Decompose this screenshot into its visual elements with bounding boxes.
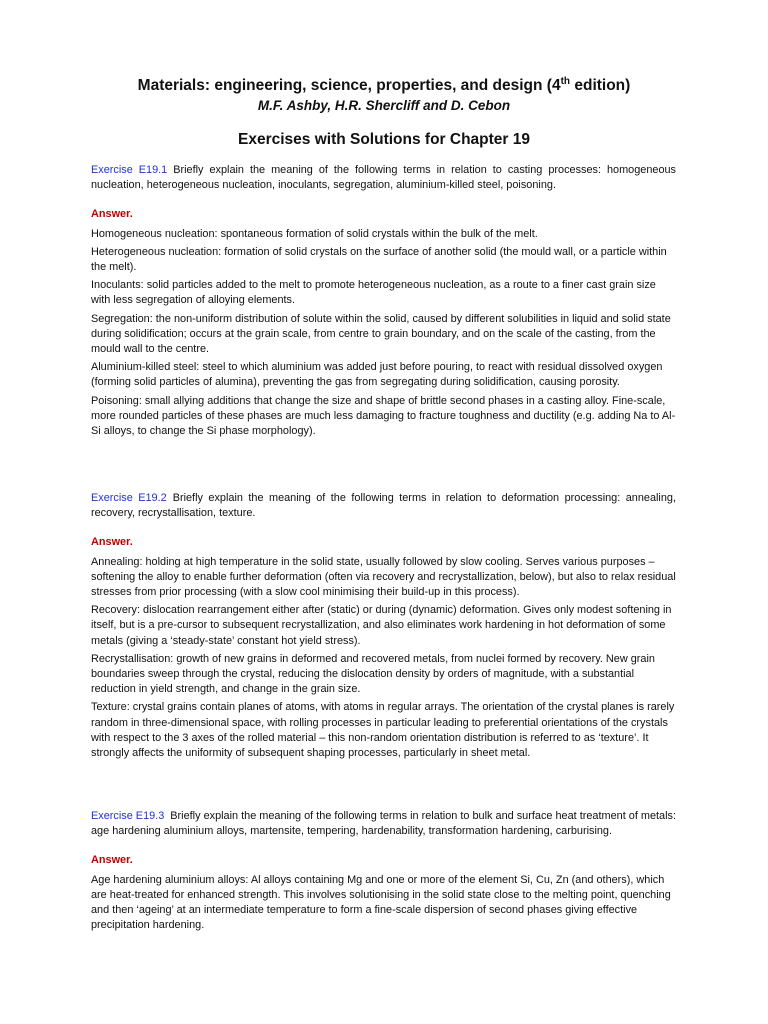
- exercise-label: Exercise E19.3: [91, 810, 165, 822]
- title-main: Materials: engineering, science, properties, and design (4: [137, 77, 561, 94]
- exercise-question: [91, 163, 676, 193]
- question-text: Briefly explain the meaning of the following terms in relation to deformation processing: annealing, recovery, recrystallisation, texture.: [91, 492, 676, 520]
- answer-item: Inoculants: solid particles added to the melt to promote heterogeneous nucleation, as a route to a finer cast grain size with less segregation of alloying elements.: [91, 279, 656, 307]
- answer-item: Poisoning: small allying additions that change the size and shape of brittle second phases in a casting alloy. Fine-scale, more rounded particles of these phases are much less damaging to fracture toughness and ductility (e.g. adding Na to Al-Si alloys, to change the Si phase morphology).: [91, 394, 676, 438]
- exercise-question: [91, 809, 676, 839]
- document-subtitle: Exercises with Solutions for Chapter 19: [238, 131, 530, 148]
- answer-item: Annealing: holding at high temperature in the solid state, usually followed by slow cooling. Serves various purposes – softening the alloy to enable further deformation (often via recovery and recrystallization, below), but also to relax residual stresses from prior processing (with a slow cool minimising their build-up in this process).: [91, 555, 676, 599]
- answer-label: Answer.: [91, 208, 133, 221]
- answer-label: Answer.: [91, 854, 133, 867]
- exercise-label: Exercise E19.1: [91, 164, 168, 176]
- title-end: edition): [570, 77, 631, 94]
- answer-item: Homogeneous nucleation: spontaneous formation of solid crystals within the bulk of the melt.: [91, 227, 538, 240]
- question-text: Briefly explain the meaning of the following terms in relation to bulk and surface heat treatment of metals: age hardening aluminium alloys, martensite, tempering, hardenability, transformation hardening, carburising.: [91, 810, 676, 838]
- answer-item: Texture: crystal grains contain planes of atoms, with atoms in regular arrays. The orientation of the crystal planes is rarely random in three-dimensional space, with rolling processes in particular leading to preferential orientations of the crystals with respect to the 3 axes of the rolled material – this non-random orientation distribution is referred to as ‘texture’. It strongly affects the uniformity of subsequent shaping processes, particularly in sheet metal.: [91, 701, 675, 760]
- exercise-e19-3: [91, 809, 676, 936]
- answer-item: Heterogeneous nucleation: formation of solid crystals on the surface of another solid (the mould wall, or a particle within the melt).: [91, 245, 667, 274]
- document-authors: M.F. Ashby, H.R. Shercliff and D. Cebon: [257, 98, 511, 113]
- document-title: [0, 76, 768, 96]
- answer-item: Recovery: dislocation rearrangement either after (static) or during (dynamic) deformation. Gives only modest softening in itself, but is a pre-cursor to subsequent recrystallization, and also eliminates work hardening in hot deformation of some metals (giving a ‘steady-state’ constant hot yield stress).: [91, 604, 672, 647]
- title-superscript: th: [560, 75, 571, 87]
- answer-item: Aluminium-killed steel: steel to which aluminium was added just before pouring, to react with residual dissolved oxygen (forming solid particles of alumina), preventing the gas from segregating during solidification, causing porosity.: [91, 361, 663, 389]
- exercise-e19-2: [91, 491, 676, 764]
- exercise-label: Exercise E19.2: [91, 492, 167, 504]
- answer-item: Age hardening aluminium alloys: Al alloys containing Mg and one or more of the element Si, Cu, Zn (and others), which are heat-treated for enhanced strength. This involves solutionising in the solid state close to the melting point, quenching and then ‘ageing’ at an intermediate temperature to form a fine-scale dispersion of second phases giving effective precipitation hardening.: [91, 873, 671, 932]
- answer-label: Answer.: [91, 536, 133, 549]
- answer-item: Recrystallisation: growth of new grains in deformed and recovered metals, from nuclei formed by recovery. New grain boundaries sweep through the crystal, reducing the dislocation density by orders of magnitude, with a substantial reduction in yield strength, and change in the grain size.: [91, 652, 655, 696]
- answer-item: Segregation: the non-uniform distribution of solute within the solid, caused by different solubilities in liquid and solid state during solidification; occurs at the grain scale, from centre to grain boundary, and on the scale of the casting, from the mould wall to the centre.: [91, 312, 671, 356]
- question-text: Briefly explain the meaning of the following terms in relation to casting processes: homogeneous nucleation, heterogeneous nucleation, inoculants, segregation, aluminium-killed steel, poisoning.: [91, 164, 677, 192]
- exercise-e19-1: [91, 163, 676, 442]
- exercise-question: [91, 491, 676, 521]
